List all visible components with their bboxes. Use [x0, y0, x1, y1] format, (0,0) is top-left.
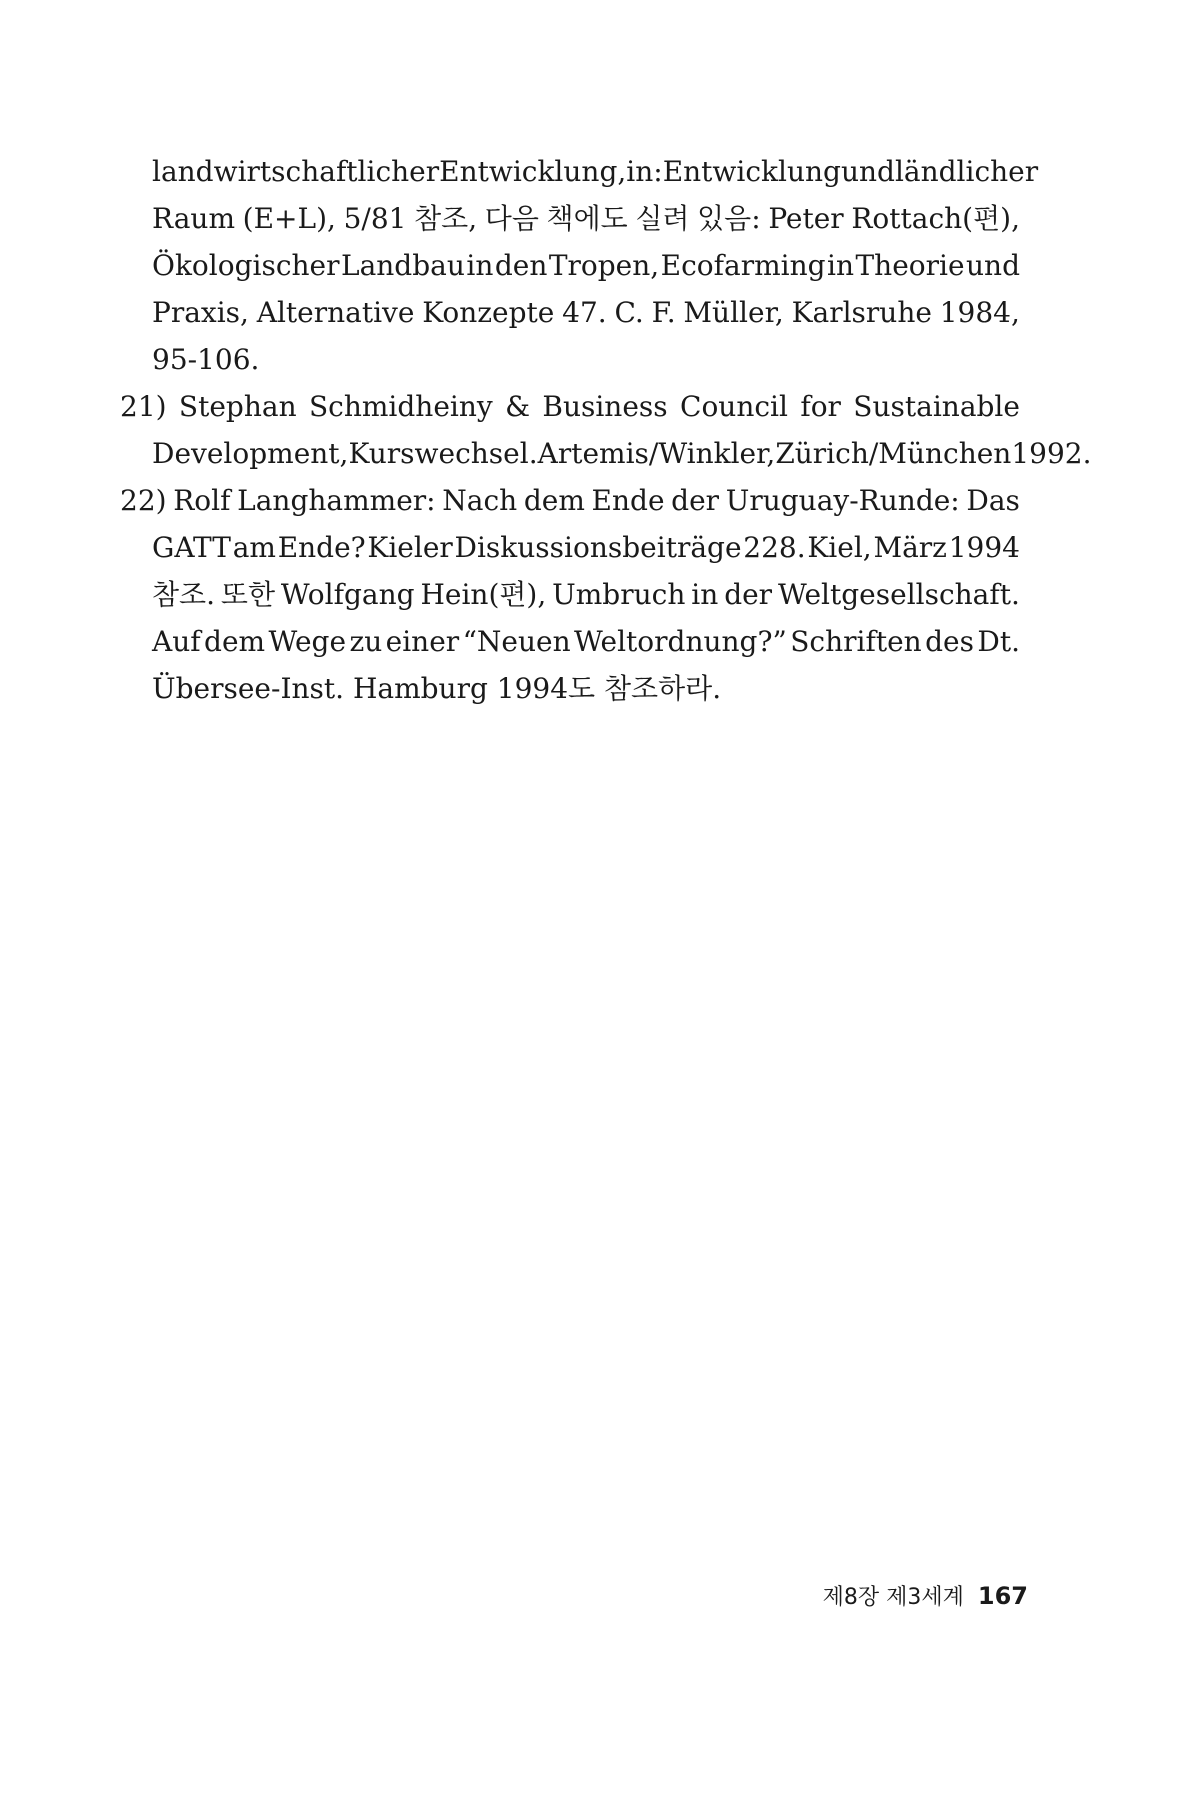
word: Business [542, 390, 668, 423]
text-line [152, 618, 1020, 665]
text-line [152, 430, 1092, 477]
word: Wege [268, 625, 347, 658]
word: Schriften [790, 625, 922, 658]
text-line [152, 336, 1020, 383]
word: C. [614, 296, 644, 329]
word: Ende? [277, 531, 366, 564]
word: des [925, 625, 974, 658]
word: 228. [743, 531, 806, 564]
word: Artemis/Winkler, [537, 437, 776, 470]
word: Kiel, [807, 531, 872, 564]
word: 실려 [635, 202, 690, 235]
word: “Neuen [462, 625, 571, 658]
word: in [691, 578, 719, 611]
text-line [120, 477, 1020, 524]
word: Langhammer: [237, 484, 436, 517]
word: den [494, 249, 548, 282]
word: Weltordnung?” [574, 625, 787, 658]
word: zu [349, 625, 383, 658]
word: Wolfgang [280, 578, 415, 611]
word: Tropen, [548, 249, 660, 282]
word: Landbau [340, 249, 465, 282]
word: in: [626, 155, 663, 188]
word: am [232, 531, 276, 564]
word: 47. [562, 296, 607, 329]
line-text: 95-106. [152, 343, 260, 376]
word: for [800, 390, 841, 423]
running-footer-chapter: 제8장 제3세계 [822, 1585, 964, 1610]
word: 22) [120, 484, 167, 517]
page-number: 167 [977, 1582, 1028, 1610]
word: Auf [152, 625, 201, 658]
word: Entwicklung, [439, 155, 627, 188]
word: in [466, 249, 494, 282]
word: & [505, 390, 531, 423]
word: Raum [152, 202, 236, 235]
word: der [724, 578, 773, 611]
word: ländlicher [894, 155, 1039, 188]
text-line [152, 195, 1020, 242]
word: GATT [152, 531, 231, 564]
word: 1984, [939, 296, 1020, 329]
word: Sustainable [853, 390, 1020, 423]
text-line [120, 383, 1020, 430]
word: Praxis, [152, 296, 249, 329]
text-line [152, 289, 1020, 336]
word: Stephan [178, 390, 297, 423]
text-line [152, 665, 1020, 712]
word: 1994 [948, 531, 1020, 564]
page-footer [823, 1580, 1028, 1611]
word: Development, [152, 437, 349, 470]
word: 참조. [152, 578, 215, 611]
word: Alternative [256, 296, 415, 329]
word: März [873, 531, 947, 564]
word: F. [651, 296, 676, 329]
word: landwirtschaftlicher [152, 155, 440, 188]
word: Zürich/München [775, 437, 1012, 470]
word: Peter [768, 202, 844, 235]
word: Weltgesellschaft. [777, 578, 1020, 611]
word: einer [385, 625, 460, 658]
word: Kurswechsel. [348, 437, 538, 470]
word: der [671, 484, 720, 517]
word: Karlsruhe [791, 296, 932, 329]
line-text: Übersee-Inst. Hamburg 1994도 참조하라. [152, 672, 722, 705]
word: Council [680, 390, 788, 423]
word: 다음 [484, 202, 539, 235]
word: Ecofarming [660, 249, 826, 282]
word: Uruguay-Runde: [725, 484, 960, 517]
word: 책에도 [546, 202, 628, 235]
word: Müller, [683, 296, 784, 329]
word: Umbruch [552, 578, 686, 611]
word: 21) [120, 390, 167, 423]
text-line [152, 524, 1020, 571]
word: dem [523, 484, 585, 517]
word: Entwicklung [662, 155, 841, 188]
word: 또한 [220, 578, 276, 611]
word: in [827, 249, 855, 282]
word: Theorie [855, 249, 965, 282]
word: Nach [442, 484, 518, 517]
word: Das [966, 484, 1020, 517]
word: dem [204, 625, 266, 658]
word: Hein(편), [420, 578, 547, 611]
word: Rottach(편), [851, 202, 1020, 235]
word: 5/81 [343, 202, 407, 235]
word: (E+L), [242, 202, 336, 235]
word: 1992. [1011, 437, 1092, 470]
word: Rolf [173, 484, 231, 517]
word: Dt. [977, 625, 1020, 658]
text-line [152, 242, 1020, 289]
word: Ende [591, 484, 665, 517]
word: 있음: [697, 202, 761, 235]
text-line [152, 571, 1020, 618]
word: und [966, 249, 1020, 282]
footnotes-text [120, 148, 1092, 712]
word: Diskussionsbeiträge [454, 531, 742, 564]
word: Konzepte [422, 296, 555, 329]
word: Schmidheiny [308, 390, 493, 423]
word: Ökologischer [152, 249, 340, 282]
word: Kieler [367, 531, 453, 564]
word: 참조, [414, 202, 478, 235]
word: und [840, 155, 895, 188]
text-line [152, 148, 1039, 195]
